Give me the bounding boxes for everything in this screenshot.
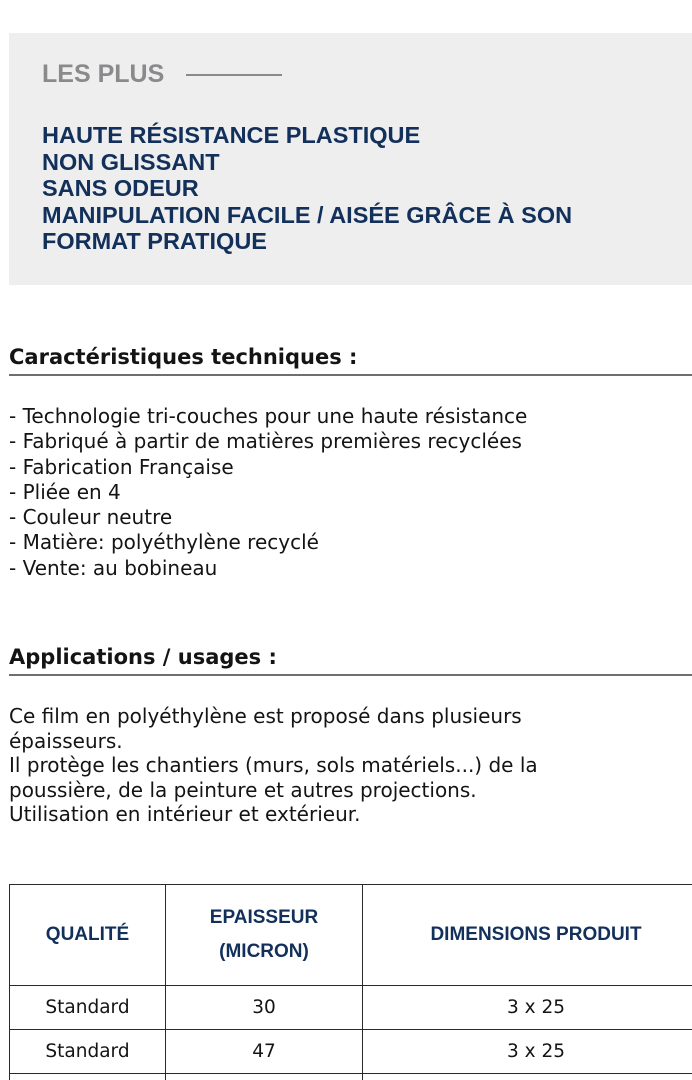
cell-thickness: 47 <box>166 1030 363 1074</box>
tech-section-divider <box>9 374 692 376</box>
header-dimensions: DIMENSIONS PRODUIT <box>363 885 692 986</box>
cell-quality: Standard <box>10 986 166 1030</box>
advantages-title: LES PLUS <box>42 60 165 88</box>
cell-quality <box>10 1074 166 1080</box>
header-thickness-unit: (MICRON) <box>219 941 309 962</box>
tech-section-title: Caractéristiques techniques : <box>9 345 358 369</box>
tech-spec-list <box>9 404 527 581</box>
advantages-header <box>42 59 282 89</box>
applications-description <box>9 704 538 827</box>
advantage-item: MANIPULATION FACILE / AISÉE GRÂCE À SON <box>42 201 573 228</box>
applications-line: épaisseurs. <box>9 728 123 753</box>
tech-spec-item: - Technologie tri-couches pour une haute résistance <box>9 404 528 428</box>
cell-dimensions: 3 x 25 <box>363 1030 692 1074</box>
table-row <box>10 1030 692 1074</box>
cell-quality: Standard <box>10 1030 166 1074</box>
applications-line: Utilisation en intérieur et extérieur. <box>9 802 361 826</box>
product-spec-table <box>9 884 692 1080</box>
advantages-title-rule <box>186 74 282 76</box>
cell-dimensions <box>363 1074 692 1080</box>
header-thickness-label: EPAISSEUR <box>209 907 319 928</box>
table-row <box>10 986 692 1030</box>
tech-spec-item: - Vente: au bobineau <box>9 555 218 580</box>
cell-thickness <box>166 1074 363 1080</box>
advantage-item: SANS ODEUR <box>42 175 199 201</box>
applications-section-title: Applications / usages : <box>9 645 277 669</box>
tech-spec-item: - Matière: polyéthylène recyclé <box>9 530 319 555</box>
advantage-item: NON GLISSANT <box>42 148 220 175</box>
table-header-row <box>10 885 692 986</box>
advantage-item: FORMAT PRATIQUE <box>42 228 267 254</box>
cell-thickness: 30 <box>166 986 363 1030</box>
tech-spec-item: - Pliée en 4 <box>9 479 121 504</box>
applications-line: Il protège les chantiers (murs, sols matériels...) de la <box>9 753 538 777</box>
header-quality: QUALITÉ <box>10 885 166 986</box>
applications-line: poussière, de la peinture et autres projections. <box>9 777 477 802</box>
tech-spec-item: - Fabrication Française <box>9 454 234 479</box>
cell-dimensions: 3 x 25 <box>363 986 692 1030</box>
applications-section-divider <box>9 674 692 676</box>
advantages-list <box>42 122 572 255</box>
advantage-item: HAUTE RÉSISTANCE PLASTIQUE <box>42 122 421 148</box>
tech-spec-item: - Couleur neutre <box>9 505 173 530</box>
header-thickness <box>166 885 363 986</box>
applications-line: Ce film en polyéthylène est proposé dans plusieurs <box>9 704 522 728</box>
advantages-panel <box>9 33 692 285</box>
table-row <box>10 1074 692 1080</box>
tech-spec-item: - Fabriqué à partir de matières premières recyclées <box>9 429 522 454</box>
